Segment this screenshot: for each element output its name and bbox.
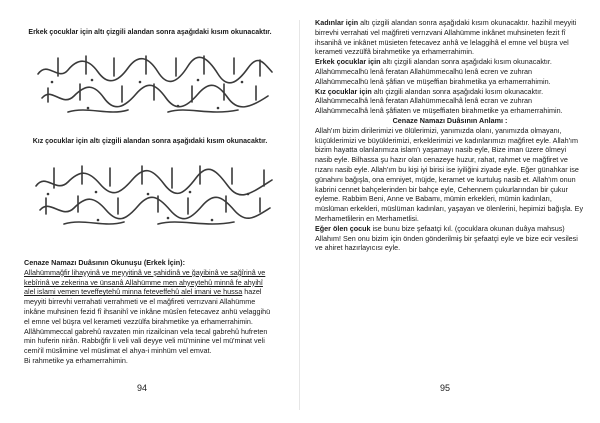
underlined-passage: Allahümmağfir lihayyinâ ve meyyitinâ ve şahidinâ ve ğayibinâ ve sağîrinâ ve kebîrinâ ve zekerina ve ünsanâ Allahümme men ahyeytehû minnâ fe ahyihî alel islami vemen teveffeytehû minna feteveffehû alel imani ve hussa [24, 267, 266, 297]
label-women: Kadınlar için [315, 18, 359, 27]
label-child: Eğer ölen çocuk [315, 223, 371, 233]
recitation-text [24, 268, 276, 356]
arabic-calligraphy-girls-icon [28, 162, 278, 230]
caption-boys: Erkek çocuklar için altı çizgili alandan sonra aşağıdaki kısım okunacaktır. [28, 29, 272, 36]
paragraph-boys [315, 57, 585, 86]
label-girls: Kız çocuklar için [315, 86, 372, 96]
meaning-text: Allah'ım bizim dirilerimizi ve ölülerimizi, yanımızda olanı, yanımızda olmayanı, küçüklerimizi ve büyüklerimizi, erkeklerimizi ve kadınlarımızı mağfiret eyle. Allah'ım bizim hayatta olanlarımıza islam'ı yaşamayı nasib eyle, Bize iman üzere ölmeyi nasib eyle. Bilhassa şu hazır olan cenazeye huzur, rahat, rahmet ve mağfiret ve rızanı nasib eyle. Allah'ım bu kişi iyi birisi ise iyiliğini ziyade eyle. Eğer günahkar ise günahını bağışla, ona emniyet, müjde, keramet ve kurtuluş nasib et. Allah'ım onun kabrini cennet bahçelerinden bir bahçe eyle, Cehennem çukurlarından bir çukur eyleme. Rabbim Beni, Anne ve Babamı, mümin erkekleri, mümin kadınları, müslüman erkekleri, müslüman kadınları, yaşayan ve ölenlerini, hepimizi bağışla. Ey Merhametlilerin en Merhametlisi. [315, 125, 584, 223]
text-child: ise bunu bize şefaatçi kıl. (çocuklara okunan duâya mahsus) Allahım! Sen onu bizim için önden gönderilmiş bir şefaatçi eyle ve bize ecir vesilesi ve ahiret hazırlayıcısı eyle. [315, 223, 578, 253]
paragraph-girls [315, 87, 585, 116]
arabic-calligraphy-boys-icon [28, 52, 278, 120]
prayer-recitation [24, 258, 276, 366]
recitation-closing: Bi rahmetike ya erhamerrahimin. [24, 355, 128, 365]
prayer-variants [315, 18, 585, 253]
text-girls: altı çizgili alandan sonra aşağıdaki kısım okunacaktır. Allahümmecalhâ lenâ feratan Allahümmecalhâ lenâ ecran ve zuhran Allahümmecalhâ lenâ şâfiaten ve müşeffiaten birahmetike ya erhamerrahimin. [315, 86, 563, 116]
right-page [300, 0, 600, 423]
page-number-right: 95 [440, 383, 451, 393]
plain-passage: hazel meyyiti birrevhi verrahati verrahmeti ve el mağfireti verrızvani Allahümme inkâne muhsinen fezid fî ihsanihî ve inkâne müsîen fetecavez anhü velaggihü el emne vel büşra vel kerameti vezzülfa birahmetike ya erhamerrahimin. Allâhümmeccal gabrehû ravzaten min rizailcinan vela tecal gabrehû hufreten min huferin nirân. Rabbığfir li veli vali deyye veli mü'minine vel mü'minat veli cemi'il müslimine vel müslimat el ahya-i minhüm vel emvat. [24, 287, 271, 356]
caption-girls: Kız çocuklar için altı çizgili alandan sonra aşağıdaki kısım okunacaktır. [32, 138, 268, 145]
page-number-left: 94 [137, 383, 148, 393]
label-boys: Erkek çocuklar için [315, 57, 381, 67]
paragraph-women [315, 18, 585, 57]
paragraph-child [315, 224, 585, 253]
meaning-heading: Cenaze Namazı Duâsının Anlamı : [392, 115, 508, 125]
text-boys: altı çizgili alandan sonra aşağıdaki kısım okunacaktır. Allahümmecalhü lenâ feratan Allahümmecalhü lenâ ecren ve zuhran Allahümmecalhü lenâ şâfian ve müşeffian birahmetika ya erhamerrahimin. [315, 57, 552, 86]
text-women: altı çizgili alandan sonra aşağıdaki kısım okunacaktır. hazihil meyyiti birrevhi verrahati vel mağfireti verrızvani Allahümme inkânet muhsineten fezit fî ihsanihâ ve inkânet müsieten fetecavez anhâ ve lelaggihâ el emne vel büşra vel kerameti vezzülfâ birahmetike ya erhamerrahimin. [315, 18, 577, 57]
recitation-heading: Cenaze Namazı Duâsının Okunuşu (Erkek İçin): [24, 258, 185, 267]
